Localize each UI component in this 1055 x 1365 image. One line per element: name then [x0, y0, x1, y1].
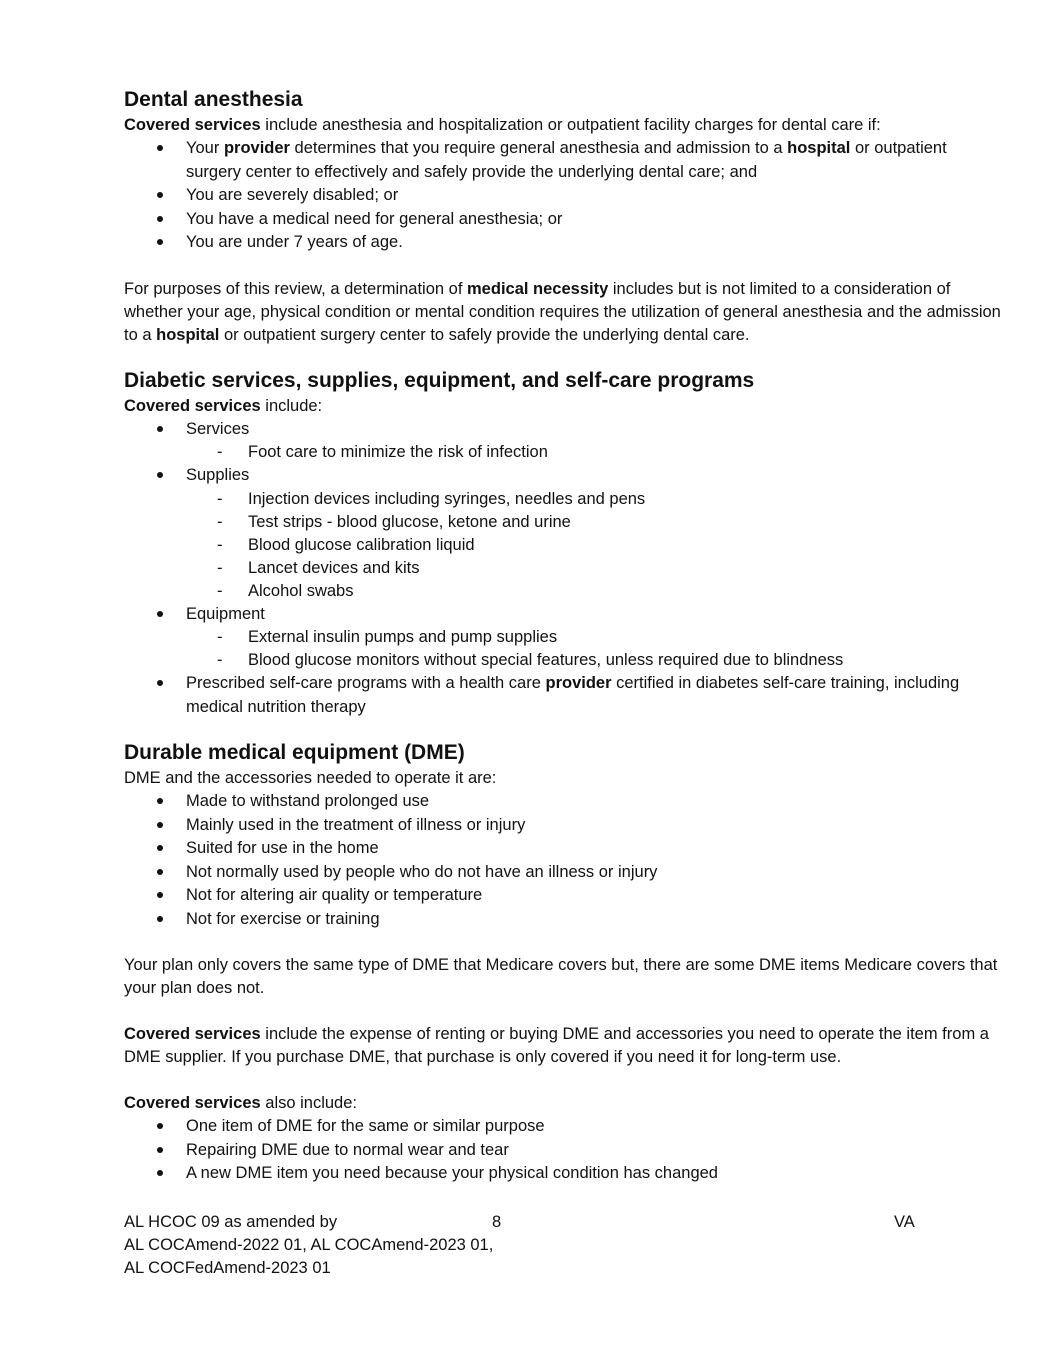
- dme-also-intro: Covered services also include:: [124, 1094, 357, 1112]
- sublist-item: - Foot care to minimize the risk of infection: [248, 441, 1004, 464]
- list-item: Not for exercise or training: [186, 908, 1004, 932]
- list-item: Supplies - Injection devices including syringes, needles and pens - Test strips - blood glucose, ketone and urine - Blood glucose calibration liquid - Lancet devices and kits - Alcohol swabs: [186, 464, 1004, 603]
- list-item: You are under 7 years of age.: [186, 231, 1004, 255]
- list-item: Mainly used in the treatment of illness or injury: [186, 814, 1004, 838]
- page-number: 8: [492, 1213, 502, 1231]
- footer-fed-amendment: AL COCFedAmend-2023 01: [124, 1259, 331, 1277]
- list-item: Made to withstand prolonged use: [186, 790, 1004, 814]
- medical-necessity-paragraph: For purposes of this review, a determination of medical necessity includes but is not limited to a consideration of whether your age, physical condition or mental condition requires the utilization of general anesthesia and the admission to a hospital or outpatient surgery center to safely provide the underlying dental care.: [124, 279, 1001, 344]
- dental-conditions-list: [124, 137, 1004, 255]
- list-item: One item of DME for the same or similar purpose: [186, 1115, 1004, 1139]
- document-page: [124, 86, 1004, 1186]
- sublist-item: - Blood glucose monitors without special features, unless required due to blindness: [248, 649, 1004, 672]
- dental-anesthesia-heading: Dental anesthesia: [124, 88, 303, 111]
- footer-form-id: AL HCOC 09 as amended by: [124, 1213, 338, 1231]
- supplies-sublist: [186, 488, 1004, 603]
- sublist-item: - Injection devices including syringes, needles and pens: [248, 488, 1004, 511]
- list-item: Suited for use in the home: [186, 837, 1004, 861]
- footer-amendments: AL COCAmend-2022 01, AL COCAmend-2023 01,: [124, 1236, 494, 1254]
- dme-covered-paragraph: Covered services include the expense of renting or buying DME and accessories you need to operate the item from a DME supplier. If you purchase DME, that purchase is only covered if you need it for long-term use.: [124, 1025, 989, 1066]
- dme-heading: Durable medical equipment (DME): [124, 741, 465, 764]
- dme-also-list: [124, 1115, 1004, 1186]
- sublist-item: - External insulin pumps and pump supplies: [248, 626, 1004, 649]
- sublist-item: - Blood glucose calibration liquid: [248, 534, 1004, 557]
- dme-intro: DME and the accessories needed to operate it are:: [124, 769, 497, 787]
- equipment-sublist: [186, 626, 1004, 672]
- list-item: Not for altering air quality or temperature: [186, 884, 1004, 908]
- state-code: VA: [894, 1213, 915, 1231]
- diabetic-intro: Covered services include:: [124, 396, 323, 415]
- list-item: Services - Foot care to minimize the risk of infection: [186, 418, 1004, 465]
- list-item: Not normally used by people who do not have an illness or injury: [186, 861, 1004, 885]
- list-item: A new DME item you need because your physical condition has changed: [186, 1162, 1004, 1186]
- dme-medicare-paragraph: Your plan only covers the same type of DME that Medicare covers but, there are some DME items Medicare covers that your plan does not.: [124, 956, 998, 997]
- diabetic-services-heading: Diabetic services, supplies, equipment, and self-care programs: [124, 368, 755, 392]
- dental-intro: Covered services include anesthesia and hospitalization or outpatient facility charges for dental care if:: [124, 116, 881, 134]
- list-item: Prescribed self-care programs with a health care provider certified in diabetes self-care training, including medical nutrition therapy: [186, 672, 1004, 719]
- list-item: Repairing DME due to normal wear and tear: [186, 1139, 1004, 1163]
- list-item: You have a medical need for general anesthesia; or: [186, 208, 1004, 232]
- sublist-item: - Alcohol swabs: [248, 580, 1004, 603]
- page-footer: [124, 1211, 1004, 1280]
- list-item: Equipment - External insulin pumps and pump supplies - Blood glucose monitors without special features, unless required due to blindness: [186, 603, 1004, 673]
- diabetic-list: [124, 418, 1004, 720]
- list-item: Your provider determines that you require general anesthesia and admission to a hospital or outpatient surgery center to effectively and safely provide the underlying dental care; and: [186, 137, 1004, 184]
- list-item: You are severely disabled; or: [186, 184, 1004, 208]
- sublist-item: - Lancet devices and kits: [248, 557, 1004, 580]
- services-sublist: [186, 441, 1004, 464]
- sublist-item: - Test strips - blood glucose, ketone and urine: [248, 511, 1004, 534]
- dme-criteria-list: [124, 790, 1004, 931]
